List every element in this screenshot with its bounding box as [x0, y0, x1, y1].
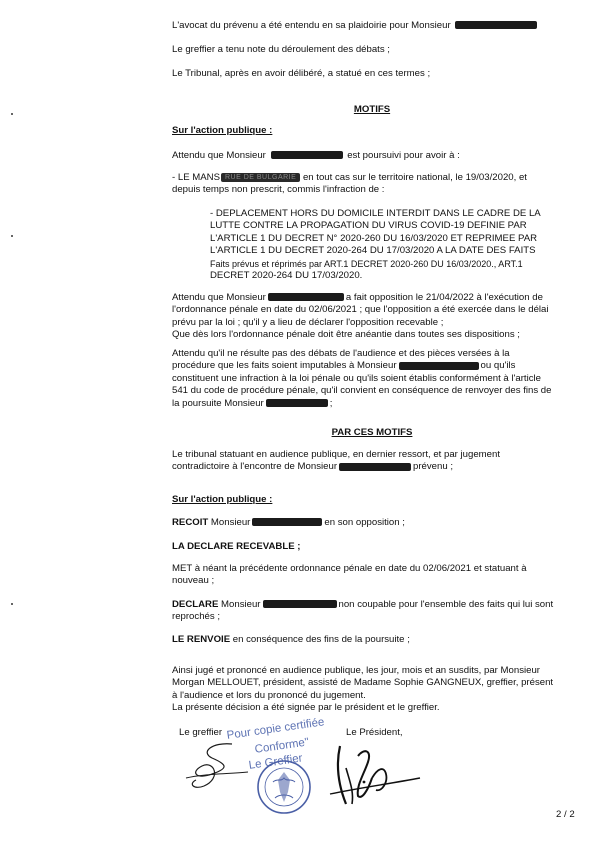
result-text: constituent une infraction à la loi pénale ou qu'ils soient établis conformément à l'article	[172, 372, 541, 384]
lieu-text: depuis temps non prescrit, commis l'infraction de :	[172, 184, 385, 196]
result-text: la poursuite Monsieur	[172, 397, 264, 409]
result-text: Attendu qu'il ne résulte pas des débats de l'audience et des pièces versées à la	[172, 348, 510, 359]
attendu-text: est poursuivi pour avoir à :	[347, 150, 460, 161]
offence-line: LUTTE CONTRE LA PROPAGATION DU VIRUS COVID-19 DEFINIE PAR	[210, 220, 527, 232]
page-number: 2 / 2	[556, 809, 575, 820]
certified-copy-stamp-line: Le Greffier	[248, 752, 304, 772]
met-text: MET à néant la précédente ordonnance pénale en date du 02/06/2021 et statuant à	[172, 563, 527, 574]
recoit-paragraph	[172, 517, 577, 529]
lieu-faits-paragraph	[172, 172, 577, 197]
offence-line: Faits prévus et réprimés par ART.1 DECRET 2020-260 DU 16/03/2020., ART.1	[210, 258, 523, 269]
redacted-name	[339, 463, 411, 471]
result-text: 541 du code de procédure pénale, qu'il convient en conséquence de renvoyer des fins de	[172, 385, 552, 397]
redacted-name	[266, 399, 328, 407]
opposition-text: a fait opposition le 21/04/2022 à l'exécution de	[345, 292, 543, 303]
scan-dot	[11, 603, 13, 605]
renvoie-keyword: LE RENVOIE	[172, 634, 231, 645]
attendu-poursuivi-paragraph	[172, 150, 572, 162]
redacted-name	[263, 600, 337, 608]
opposition-text: prévu par la loi ; qu'il y a lieu de déclarer l'opposition recevable ;	[172, 316, 444, 328]
opposition-text: l'ordonnance pénale en date du 02/06/2021 ; que l'opposition a été exercée dans le délai	[172, 304, 549, 316]
redacted-name	[268, 293, 344, 301]
offence-line: - DEPLACEMENT HORS DU DOMICILE INTERDIT DANS LE CADRE DE LA	[210, 208, 541, 219]
redacted-name	[271, 151, 343, 159]
closing-text: La présente décision a été signée par le président et le greffier.	[172, 702, 440, 714]
result-text: ou qu'ils	[480, 360, 516, 372]
closing-text: Ainsi jugé et prononcé en audience publique, les jour, mois et an susdits, par Monsieur	[172, 665, 540, 676]
statuant-text: prévenu ;	[413, 461, 454, 473]
closing-text: à l'audience et lors du prononcé du jugement.	[172, 689, 366, 701]
result-text: ;	[329, 397, 333, 409]
action-publique-subheading: Sur l'action publique :	[172, 125, 273, 136]
greffier-label: Le greffier	[179, 727, 223, 738]
offence-line: L'ARTICLE 1 DU DECRET 2020-264 DU 17/03/2020 A LA DATE DES FAITS	[210, 245, 536, 257]
certified-copy-stamp-line: Pour copie certifiée	[226, 716, 326, 742]
offence-block	[210, 208, 565, 282]
redacted-name	[252, 518, 322, 526]
avocat-paragraph	[172, 20, 572, 32]
declare-text: reprochés ;	[172, 611, 220, 623]
lieu-text: - LE MANS	[172, 172, 220, 183]
opposition-text: Attendu que Monsieur	[172, 292, 266, 303]
motifs-heading: MOTIFS	[353, 104, 391, 115]
greffier-paragraph: Le greffier a tenu note du déroulement des débats ;	[172, 44, 390, 55]
redacted-address: RUE DE BULGARIE	[221, 173, 300, 182]
renvoie-paragraph	[172, 634, 577, 646]
par-ces-motifs-heading: PAR CES MOTIFS	[331, 427, 413, 438]
tribunal-paragraph: Le Tribunal, après en avoir délibéré, a statué en ces termes ;	[172, 68, 431, 79]
result-text: procédure que les faits soient imputables à Monsieur	[172, 360, 397, 372]
opposition-paragraph	[172, 292, 577, 342]
certified-copy-stamp-line: Conforme"	[254, 736, 310, 756]
president-label: Le Président,	[346, 727, 403, 738]
opposition-text: Que dès lors l'ordonnance pénale doit être anéantie dans toutes ses dispositions ;	[172, 329, 520, 341]
president-signature	[328, 738, 423, 813]
closing-paragraph	[172, 665, 582, 715]
offence-line: L'ARTICLE 1 DU DECRET N° 2020-260 DU 16/03/2020 ET REPRIMEE PAR	[210, 232, 538, 244]
attendu-text: Attendu que Monsieur	[172, 150, 266, 161]
statuant-text: contradictoire à l'encontre de Monsieur	[172, 461, 338, 473]
closing-text: Morgan MELLOUET, président, assisté de Madame Sophie GANGNEUX, greffier, présent	[172, 677, 554, 689]
redacted-name	[455, 21, 537, 29]
action-publique-subheading-2: Sur l'action publique :	[172, 494, 273, 505]
statuant-text: Le tribunal statuant en audience publique, en dernier ressort, et par jugement	[172, 449, 501, 460]
recoit-text: Monsieur	[210, 517, 251, 528]
avocat-text: L'avocat du prévenu a été entendu en sa plaidoirie pour Monsieur	[172, 20, 451, 31]
met-text: nouveau ;	[172, 575, 215, 587]
recoit-text: en son opposition ;	[324, 517, 405, 528]
greffier-signature	[182, 738, 252, 793]
redacted-name	[399, 362, 479, 370]
offence-line: DECRET 2020-264 DU 17/03/2020.	[210, 270, 363, 282]
resultat-debats-paragraph	[172, 348, 577, 410]
met-a-neant-paragraph	[172, 563, 577, 588]
scan-dot	[11, 113, 13, 115]
statuant-paragraph	[172, 449, 577, 474]
lieu-text: en tout cas sur le territoire national, le 19/03/2020, et	[302, 172, 527, 183]
declare-text: Monsieur	[221, 599, 261, 610]
scan-dot	[11, 235, 13, 237]
court-seal	[255, 758, 313, 816]
declare-recevable-line: LA DECLARE RECEVABLE ;	[172, 541, 301, 552]
non-coupable-paragraph	[172, 599, 577, 624]
recoit-keyword: RECOIT	[172, 517, 209, 528]
declare-keyword: DECLARE	[172, 599, 219, 610]
renvoie-text: en conséquence des fins de la poursuite ;	[232, 634, 410, 645]
declare-text: non coupable pour l'ensemble des faits qui lui sont	[338, 599, 554, 610]
